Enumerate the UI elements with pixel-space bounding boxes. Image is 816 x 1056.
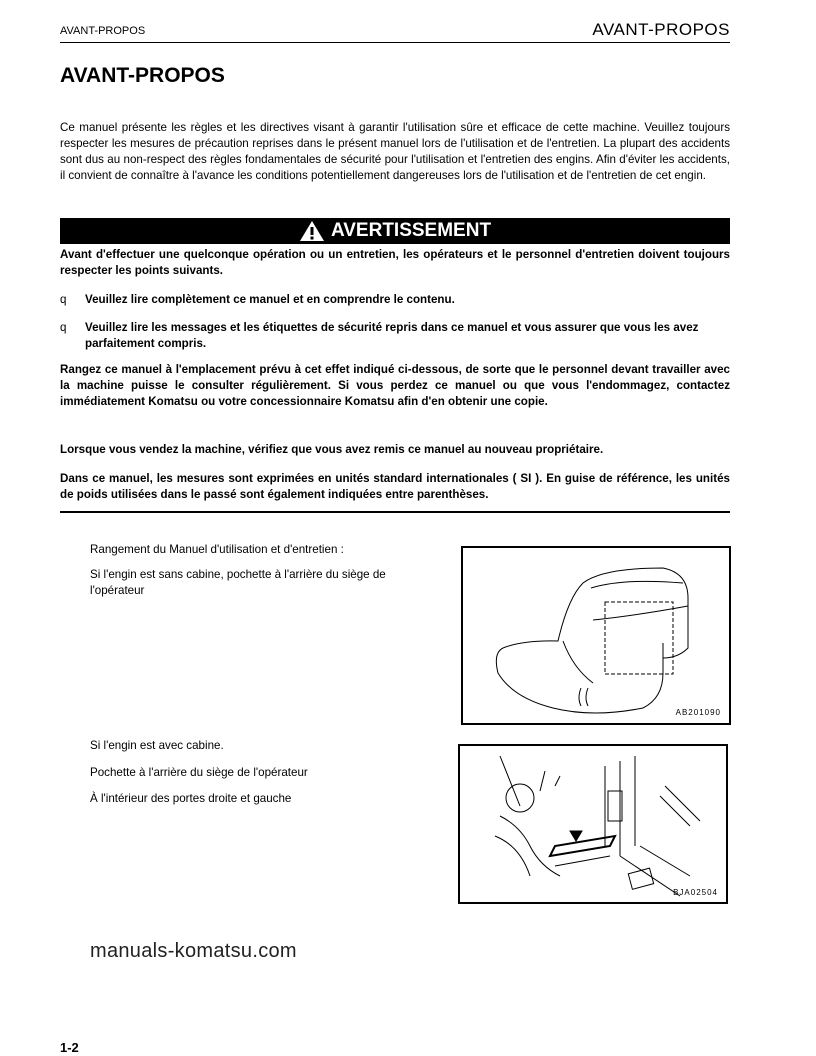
cab-illustration (460, 746, 726, 902)
running-header-left: AVANT-PROPOS (60, 25, 146, 37)
warning-bullet (60, 320, 730, 352)
figure-code: AB201090 (675, 708, 721, 717)
warning-paragraph-storage: Rangez ce manuel à l'emplacement prévu à cet effet indiqué ci-dessous, de sorte que le personnel devant travailler avec la machine puisse le consulter régulièrement. Si vous perdez ce manuel ou que vous l'endommagez, contactez immédiatement Komatsu ou votre concessionnaire Komatsu afin d'en obtenir une copie. (60, 363, 730, 408)
page-number: 1-2 (60, 1040, 79, 1055)
bullet-marker: q (60, 321, 67, 334)
figure-seat-pocket (461, 546, 731, 725)
storage-cab: Si l'engin est avec cabine. (90, 739, 224, 752)
storage-cab-doors: À l'intérieur des portes droite et gauche (90, 792, 292, 805)
figure-code: BJA02504 (673, 888, 718, 897)
section-rule (60, 511, 730, 513)
storage-no-cab: Si l'engin est sans cabine, pochette à l'arrière du siège de l'opérateur (90, 568, 386, 597)
bullet-text: Veuillez lire complètement ce manuel et en comprendre le contenu. (85, 293, 455, 306)
warning-label: AVERTISSEMENT (330, 220, 492, 241)
warning-paragraph-sale: Lorsque vous vendez la machine, vérifiez que vous avez remis ce manuel au nouveau propriétaire. (60, 443, 604, 456)
page-title: AVANT-PROPOS (60, 64, 225, 87)
watermark: manuals-komatsu.com (90, 940, 297, 962)
warning-lead: Avant d'effectuer une quelconque opération ou un entretien, les opérateurs et le personnel d'entretien doivent toujours respecter les points suivants. (60, 248, 730, 277)
storage-heading: Rangement du Manuel d'utilisation et d'entretien : (90, 543, 344, 556)
running-header-right: AVANT-PROPOS (592, 20, 730, 39)
storage-cab-seat: Pochette à l'arrière du siège de l'opérateur (90, 766, 308, 779)
seat-illustration (463, 548, 729, 723)
figure-cab-pocket (458, 744, 728, 904)
warning-bullet (60, 292, 730, 308)
header-rule (60, 42, 730, 43)
bullet-marker: q (60, 293, 67, 306)
warning-paragraph-units: Dans ce manuel, les mesures sont exprimées en unités standard internationales ( SI ). En guise de référence, les unités de poids utilisées dans le passé sont également indiquées entre parenthèses. (60, 472, 730, 501)
warning-banner (60, 218, 730, 244)
warning-triangle-icon (299, 220, 325, 242)
intro-paragraph: Ce manuel présente les règles et les directives visant à garantir l'utilisation sûre et efficace de cette machine. Veuillez toujours respecter les mesures de précaution reprises dans le présent manuel lors de l'utilisation et de l'entretien. La plupart des accidents sont dus au non-respect des règles fondamentales de sécurité pour l'utilisation et l'entretien des engins. Afin d'éviter les accidents, il convient de connaître à l'avance les conditions potentiellement dangereuses lors de l'utilisation et de l'entretien de cet engin. (60, 121, 730, 182)
bullet-text: Veuillez lire les messages et les étiquettes de sécurité repris dans ce manuel et vous assurer que vous les avez parfaitement compris. (85, 321, 699, 350)
